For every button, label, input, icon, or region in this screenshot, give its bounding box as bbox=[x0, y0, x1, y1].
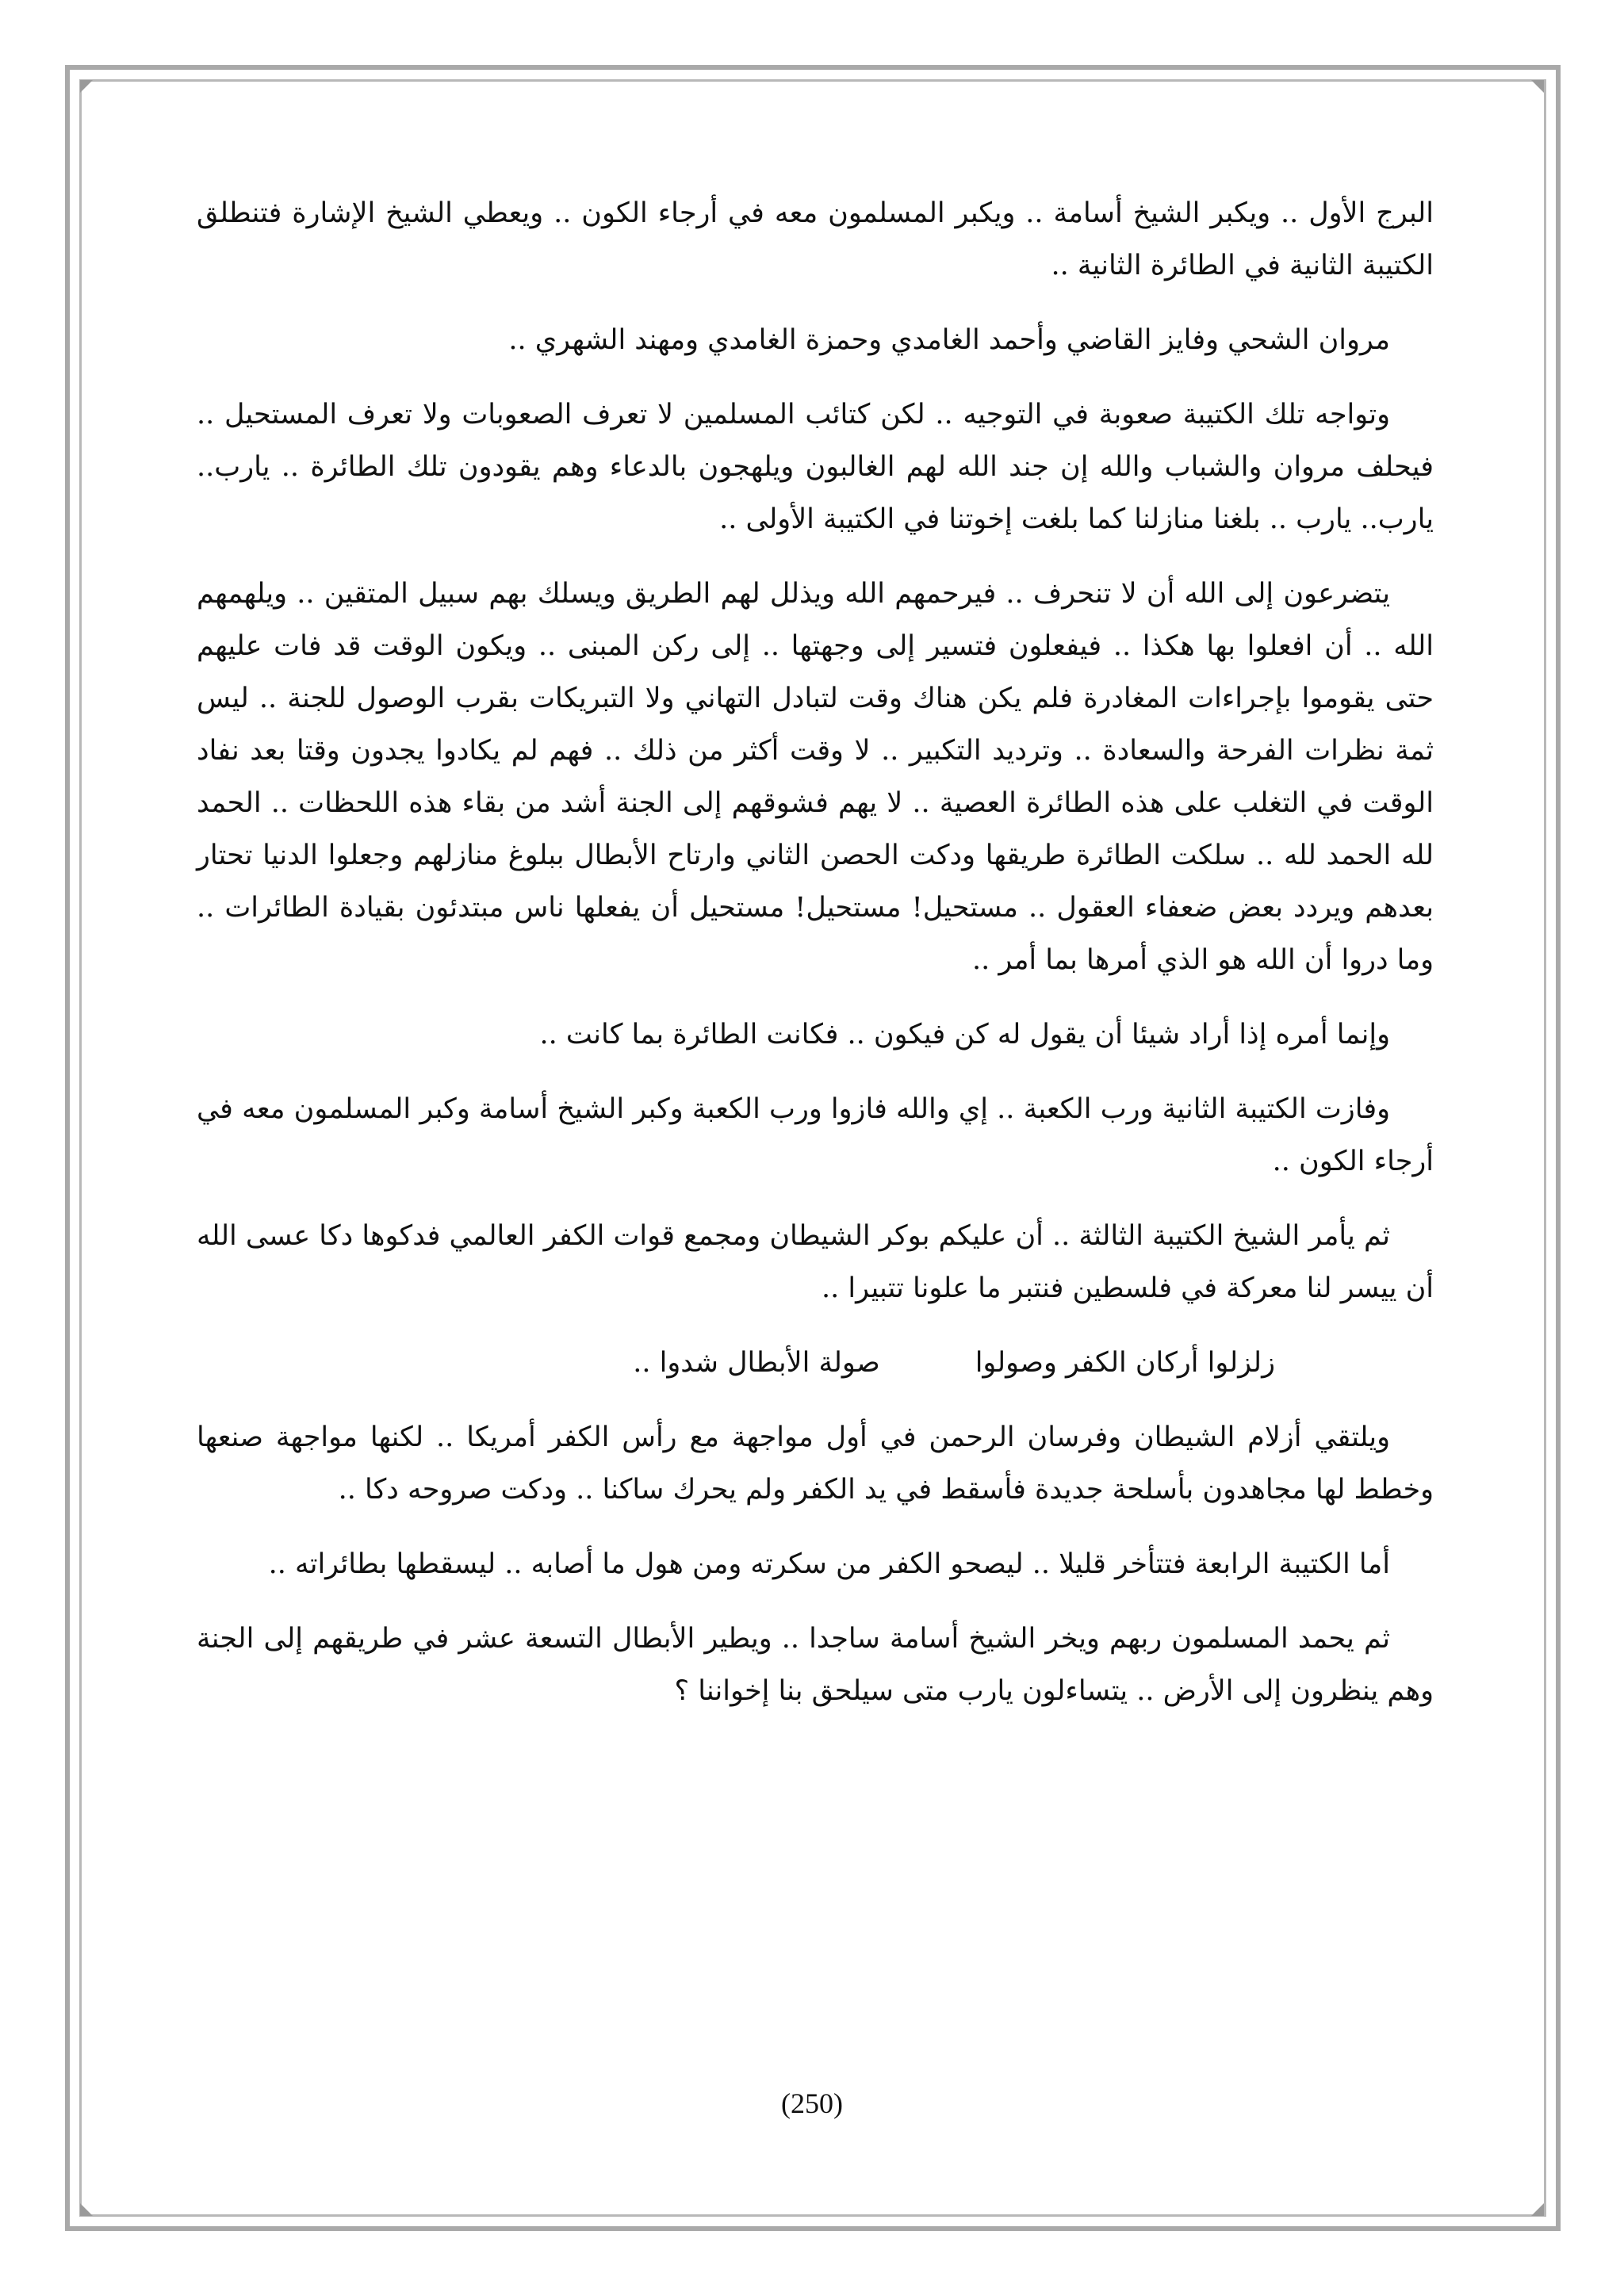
paragraph: البرج الأول .. ويكبر الشيخ أسامة .. ويكبر المسلمون معه في أرجاء الكون .. ويعطي الشيخ الإشارة فتنطلق الكتيبة الثانية في الطائرة الثانية .. bbox=[197, 197, 1434, 281]
paragraph: ثم يأمر الشيخ الكتيبة الثالثة .. أن عليكم بوكر الشيطان ومجمع قوات الكفر العالمي فدكوها دكا عسى الله أن ييسر لنا معركة في فلسطين فنتبر ما علونا تتبيرا .. bbox=[197, 1220, 1434, 1304]
poem-verse bbox=[197, 1337, 1434, 1389]
paragraph: ثم يحمد المسلمون ربهم ويخر الشيخ أسامة ساجدا .. ويطير الأبطال التسعة عشر في طريقهم إلى الجنة وهم ينظرون إلى الأرض .. يتساءلون يارب متى سيلحق بنا إخواننا ؟ bbox=[197, 1623, 1434, 1707]
paragraph: وإنما أمره إذا أراد شيئا أن يقول له كن فيكون .. فكانت الطائرة بما كانت .. bbox=[539, 1019, 1390, 1050]
verse-second-hemistich: صولة الأبطال شدوا .. bbox=[633, 1347, 880, 1379]
page-body bbox=[197, 187, 1434, 1739]
paragraph: أما الكتيبة الرابعة فتتأخر قليلا .. ليصحو الكفر من سكرته ومن هول ما أصابه .. ليسقطها بطائراته .. bbox=[268, 1548, 1390, 1580]
paragraph: وفازت الكتيبة الثانية ورب الكعبة .. إي والله فازوا ورب الكعبة وكبر الشيخ أسامة وكبر المسلمون معه في أرجاء الكون .. bbox=[197, 1093, 1434, 1177]
corner-ornament-top-right bbox=[1531, 80, 1544, 93]
corner-ornament-bottom-right bbox=[1531, 2203, 1544, 2216]
paragraph: يتضرعون إلى الله أن لا تنحرف .. فيرحمهم الله ويذلل لهم الطريق ويسلك بهم سبيل المتقين .. ويلهمهم الله .. أن افعلوا بها هكذا .. فيفعلون فتسير إلى وجهتها .. إلى ركن المبنى .. ويكون الوقت قد فات عليهم حتى يقوموا بإجراءات المغادرة فلم يكن هناك وقت لتبادل التهاني ولا التبريكات بقرب الوصول للجنة .. ليس ثمة نظرات الفرحة والسعادة .. وترديد التكبير .. لا وقت أكثر من ذلك .. فهم لم يكادوا يجدون وقتا بعد نفاد الوقت في التغلب على هذه الطائرة العصية .. لا يهم فشوقهم إلى الجنة أشد من بقاء هذه اللحظات .. الحمد لله الحمد لله .. سلكت الطائرة طريقها ودكت الحصن الثاني وارتاح الأبطال ببلوغ منازلهم وجعلوا الدنيا تحتار بعدهم ويردد بعض ضعفاء العقول .. مستحيل! مستحيل! مستحيل أن يفعلها ناس مبتدئون بقيادة الطائرات .. وما دروا أن الله هو الذي أمرها بما أمر .. bbox=[197, 578, 1434, 976]
page-number: (250) bbox=[781, 2087, 843, 2119]
corner-ornament-bottom-left bbox=[80, 2203, 93, 2216]
verse-first-hemistich: زلزلوا أركان الكفر وصولوا bbox=[975, 1347, 1275, 1379]
paragraph: ويلتقي أزلام الشيطان وفرسان الرحمن في أول مواجهة مع رأس الكفر أمريكا .. لكنها مواجهة صنعها وخطط لها مجاهدون بأسلحة جديدة فأسقط في يد الكفر ولم يحرك ساكنا .. ودكت صروحه دكا .. bbox=[197, 1422, 1434, 1506]
corner-ornament-top-left bbox=[80, 80, 93, 93]
paragraph: مروان الشحي وفايز القاضي وأحمد الغامدي وحمزة الغامدي ومهند الشهري .. bbox=[508, 324, 1390, 356]
paragraph: وتواجه تلك الكتيبة صعوبة في التوجيه .. لكن كتائب المسلمين لا تعرف الصعوبات ولا تعرف المستحيل .. فيحلف مروان والشباب والله إن جند الله لهم الغالبون ويلهجون بالدعاء وهم يقودون تلك الطائرة .. يارب.. يارب.. يارب .. بلغنا منازلنا كما بلغت إخوتنا في الكتيبة الأولى .. bbox=[197, 399, 1434, 535]
